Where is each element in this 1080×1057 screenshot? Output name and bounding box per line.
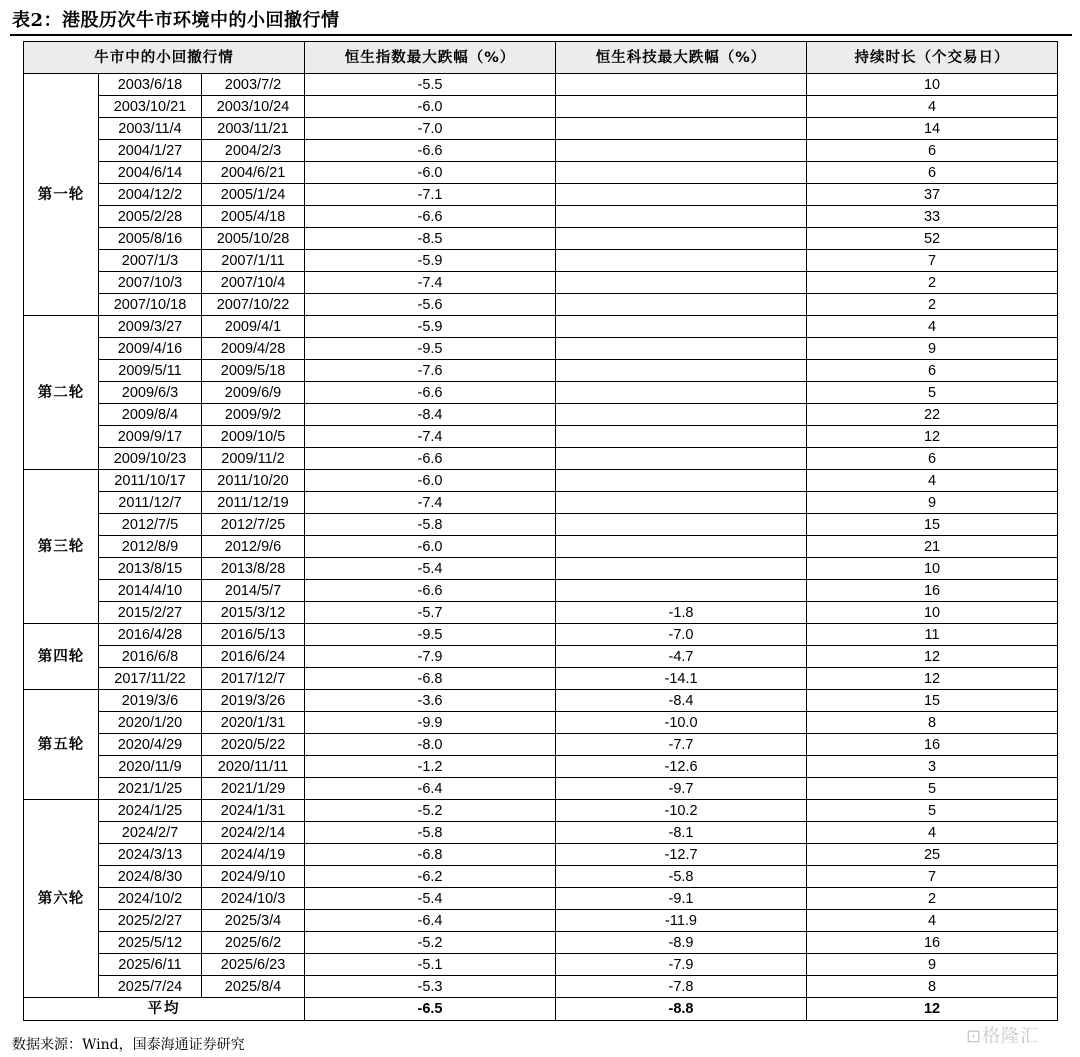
hstech-drop-cell	[556, 184, 807, 206]
table-row	[24, 360, 1058, 382]
table-row	[24, 96, 1058, 118]
end-date-cell: 2009/11/2	[202, 448, 305, 470]
hsi-drop-cell: -7.4	[305, 272, 556, 294]
table-row	[24, 800, 1058, 822]
duration-cell: 12	[807, 646, 1058, 668]
hsi-drop-cell: -6.6	[305, 580, 556, 602]
hsi-drop-cell: -6.0	[305, 470, 556, 492]
duration-cell: 15	[807, 690, 1058, 712]
hstech-drop-cell	[556, 382, 807, 404]
start-date-cell: 2019/3/6	[99, 690, 202, 712]
table-row	[24, 470, 1058, 492]
duration-cell: 25	[807, 844, 1058, 866]
end-date-cell: 2011/12/19	[202, 492, 305, 514]
header-hsi: 恒生指数最大跌幅（%）	[305, 42, 556, 74]
hsi-drop-cell: -6.4	[305, 910, 556, 932]
hstech-drop-cell: -8.9	[556, 932, 807, 954]
hstech-drop-cell	[556, 338, 807, 360]
start-date-cell: 2024/1/25	[99, 800, 202, 822]
header-row	[24, 42, 1058, 74]
hsi-drop-cell: -7.9	[305, 646, 556, 668]
table-row	[24, 734, 1058, 756]
table-row	[24, 228, 1058, 250]
start-date-cell: 2024/3/13	[99, 844, 202, 866]
duration-cell: 12	[807, 426, 1058, 448]
duration-cell: 7	[807, 250, 1058, 272]
end-date-cell: 2016/5/13	[202, 624, 305, 646]
end-date-cell: 2019/3/26	[202, 690, 305, 712]
hsi-drop-cell: -6.0	[305, 96, 556, 118]
end-date-cell: 2025/3/4	[202, 910, 305, 932]
end-date-cell: 2009/6/9	[202, 382, 305, 404]
end-date-cell: 2003/7/2	[202, 74, 305, 96]
duration-cell: 2	[807, 272, 1058, 294]
hsi-drop-cell: -6.6	[305, 206, 556, 228]
table-row	[24, 294, 1058, 316]
watermark-logo: ⊡格隆汇	[966, 1026, 1040, 1047]
hstech-drop-cell: -10.0	[556, 712, 807, 734]
hsi-drop-cell: -9.5	[305, 624, 556, 646]
start-date-cell: 2007/10/18	[99, 294, 202, 316]
table-row	[24, 910, 1058, 932]
table-row	[24, 404, 1058, 426]
hstech-drop-cell	[556, 96, 807, 118]
hstech-drop-cell: -9.1	[556, 888, 807, 910]
avg-duration-cell: 12	[807, 998, 1058, 1021]
start-date-cell: 2011/10/17	[99, 470, 202, 492]
hstech-drop-cell	[556, 536, 807, 558]
hsi-drop-cell: -6.6	[305, 140, 556, 162]
start-date-cell: 2007/10/3	[99, 272, 202, 294]
duration-cell: 4	[807, 822, 1058, 844]
duration-cell: 5	[807, 382, 1058, 404]
duration-cell: 6	[807, 360, 1058, 382]
hsi-drop-cell: -9.5	[305, 338, 556, 360]
end-date-cell: 2020/11/11	[202, 756, 305, 778]
hstech-drop-cell	[556, 250, 807, 272]
table-row	[24, 778, 1058, 800]
start-date-cell: 2024/10/2	[99, 888, 202, 910]
duration-cell: 14	[807, 118, 1058, 140]
start-date-cell: 2024/2/7	[99, 822, 202, 844]
average-row	[24, 998, 1058, 1021]
hstech-drop-cell: -11.9	[556, 910, 807, 932]
duration-cell: 16	[807, 580, 1058, 602]
header-duration: 持续时长（个交易日）	[807, 42, 1058, 74]
table-row	[24, 272, 1058, 294]
end-date-cell: 2009/10/5	[202, 426, 305, 448]
hsi-drop-cell: -6.2	[305, 866, 556, 888]
table-row	[24, 74, 1058, 96]
end-date-cell: 2025/8/4	[202, 976, 305, 998]
hstech-drop-cell	[556, 514, 807, 536]
table-row	[24, 844, 1058, 866]
start-date-cell: 2011/12/7	[99, 492, 202, 514]
hstech-drop-cell: -9.7	[556, 778, 807, 800]
table-row	[24, 602, 1058, 624]
start-date-cell: 2009/10/23	[99, 448, 202, 470]
duration-cell: 8	[807, 712, 1058, 734]
hsi-drop-cell: -6.4	[305, 778, 556, 800]
duration-cell: 5	[807, 778, 1058, 800]
duration-cell: 8	[807, 976, 1058, 998]
hsi-drop-cell: -5.2	[305, 800, 556, 822]
end-date-cell: 2005/4/18	[202, 206, 305, 228]
start-date-cell: 2009/5/11	[99, 360, 202, 382]
start-date-cell: 2024/8/30	[99, 866, 202, 888]
hsi-drop-cell: -6.6	[305, 448, 556, 470]
round-label: 第二轮	[24, 316, 99, 470]
end-date-cell: 2009/4/1	[202, 316, 305, 338]
hstech-drop-cell	[556, 316, 807, 338]
hsi-drop-cell: -5.6	[305, 294, 556, 316]
table-row	[24, 316, 1058, 338]
end-date-cell: 2005/1/24	[202, 184, 305, 206]
end-date-cell: 2014/5/7	[202, 580, 305, 602]
hsi-drop-cell: -8.4	[305, 404, 556, 426]
hsi-drop-cell: -9.9	[305, 712, 556, 734]
drawdown-table	[23, 41, 1058, 1021]
table-row	[24, 646, 1058, 668]
hsi-drop-cell: -5.1	[305, 954, 556, 976]
duration-cell: 11	[807, 624, 1058, 646]
hstech-drop-cell	[556, 360, 807, 382]
hsi-drop-cell: -5.5	[305, 74, 556, 96]
hsi-drop-cell: -5.4	[305, 888, 556, 910]
start-date-cell: 2012/8/9	[99, 536, 202, 558]
hstech-drop-cell: -1.8	[556, 602, 807, 624]
start-date-cell: 2005/8/16	[99, 228, 202, 250]
start-date-cell: 2015/2/27	[99, 602, 202, 624]
hstech-drop-cell	[556, 404, 807, 426]
table-row	[24, 976, 1058, 998]
hstech-drop-cell	[556, 74, 807, 96]
table-row	[24, 866, 1058, 888]
duration-cell: 9	[807, 954, 1058, 976]
table-row	[24, 580, 1058, 602]
hstech-drop-cell: -7.0	[556, 624, 807, 646]
hstech-drop-cell	[556, 140, 807, 162]
table-row	[24, 756, 1058, 778]
table-title: 表2：港股历次牛市环境中的小回撤行情	[12, 10, 340, 31]
end-date-cell: 2025/6/2	[202, 932, 305, 954]
end-date-cell: 2009/9/2	[202, 404, 305, 426]
hstech-drop-cell	[556, 272, 807, 294]
start-date-cell: 2025/6/11	[99, 954, 202, 976]
hstech-drop-cell	[556, 558, 807, 580]
table-row	[24, 932, 1058, 954]
start-date-cell: 2020/11/9	[99, 756, 202, 778]
table-row	[24, 536, 1058, 558]
duration-cell: 15	[807, 514, 1058, 536]
hstech-drop-cell: -7.8	[556, 976, 807, 998]
hsi-drop-cell: -7.6	[305, 360, 556, 382]
start-date-cell: 2009/4/16	[99, 338, 202, 360]
end-date-cell: 2015/3/12	[202, 602, 305, 624]
end-date-cell: 2009/4/28	[202, 338, 305, 360]
end-date-cell: 2024/9/10	[202, 866, 305, 888]
avg-label-cell: 平均	[24, 998, 305, 1021]
table-row	[24, 668, 1058, 690]
round-label: 第三轮	[24, 470, 99, 624]
hstech-drop-cell	[556, 448, 807, 470]
hsi-drop-cell: -7.4	[305, 426, 556, 448]
duration-cell: 16	[807, 734, 1058, 756]
end-date-cell: 2024/1/31	[202, 800, 305, 822]
hsi-drop-cell: -6.8	[305, 668, 556, 690]
duration-cell: 10	[807, 74, 1058, 96]
duration-cell: 33	[807, 206, 1058, 228]
start-date-cell: 2009/6/3	[99, 382, 202, 404]
hstech-drop-cell: -8.1	[556, 822, 807, 844]
start-date-cell: 2003/10/21	[99, 96, 202, 118]
table-body	[24, 74, 1058, 1021]
duration-cell: 9	[807, 492, 1058, 514]
start-date-cell: 2016/6/8	[99, 646, 202, 668]
start-date-cell: 2009/9/17	[99, 426, 202, 448]
start-date-cell: 2025/2/27	[99, 910, 202, 932]
start-date-cell: 2017/11/22	[99, 668, 202, 690]
start-date-cell: 2016/4/28	[99, 624, 202, 646]
hstech-drop-cell: -10.2	[556, 800, 807, 822]
end-date-cell: 2012/7/25	[202, 514, 305, 536]
duration-cell: 10	[807, 558, 1058, 580]
table-row	[24, 712, 1058, 734]
start-date-cell: 2003/11/4	[99, 118, 202, 140]
hsi-drop-cell: -3.6	[305, 690, 556, 712]
duration-cell: 4	[807, 910, 1058, 932]
table-row	[24, 954, 1058, 976]
hstech-drop-cell: -14.1	[556, 668, 807, 690]
round-label: 第六轮	[24, 800, 99, 998]
end-date-cell: 2024/10/3	[202, 888, 305, 910]
start-date-cell: 2025/5/12	[99, 932, 202, 954]
hsi-drop-cell: -7.1	[305, 184, 556, 206]
hstech-drop-cell	[556, 206, 807, 228]
hstech-drop-cell	[556, 580, 807, 602]
title-rule	[10, 34, 1072, 36]
end-date-cell: 2003/10/24	[202, 96, 305, 118]
hstech-drop-cell	[556, 228, 807, 250]
end-date-cell: 2005/10/28	[202, 228, 305, 250]
duration-cell: 6	[807, 448, 1058, 470]
hsi-drop-cell: -5.9	[305, 250, 556, 272]
table-row	[24, 624, 1058, 646]
round-label: 第一轮	[24, 74, 99, 316]
start-date-cell: 2014/4/10	[99, 580, 202, 602]
start-date-cell: 2004/6/14	[99, 162, 202, 184]
hsi-drop-cell: -6.0	[305, 536, 556, 558]
duration-cell: 12	[807, 668, 1058, 690]
hstech-drop-cell	[556, 118, 807, 140]
end-date-cell: 2024/2/14	[202, 822, 305, 844]
duration-cell: 37	[807, 184, 1058, 206]
table-row	[24, 184, 1058, 206]
table-row	[24, 162, 1058, 184]
hstech-drop-cell: -12.6	[556, 756, 807, 778]
table-row	[24, 514, 1058, 536]
hsi-drop-cell: -5.9	[305, 316, 556, 338]
table-row	[24, 822, 1058, 844]
table-row	[24, 426, 1058, 448]
start-date-cell: 2005/2/28	[99, 206, 202, 228]
start-date-cell: 2004/1/27	[99, 140, 202, 162]
start-date-cell: 2013/8/15	[99, 558, 202, 580]
table-row	[24, 118, 1058, 140]
hsi-drop-cell: -5.4	[305, 558, 556, 580]
end-date-cell: 2021/1/29	[202, 778, 305, 800]
duration-cell: 6	[807, 162, 1058, 184]
hsi-drop-cell: -5.3	[305, 976, 556, 998]
hsi-drop-cell: -8.5	[305, 228, 556, 250]
hsi-drop-cell: -6.6	[305, 382, 556, 404]
table-row	[24, 558, 1058, 580]
hstech-drop-cell: -7.7	[556, 734, 807, 756]
start-date-cell: 2021/1/25	[99, 778, 202, 800]
duration-cell: 9	[807, 338, 1058, 360]
start-date-cell: 2004/12/2	[99, 184, 202, 206]
duration-cell: 22	[807, 404, 1058, 426]
table-row	[24, 448, 1058, 470]
hstech-drop-cell: -4.7	[556, 646, 807, 668]
duration-cell: 16	[807, 932, 1058, 954]
table-row	[24, 492, 1058, 514]
end-date-cell: 2007/1/11	[202, 250, 305, 272]
duration-cell: 10	[807, 602, 1058, 624]
table-row	[24, 206, 1058, 228]
end-date-cell: 2020/5/22	[202, 734, 305, 756]
end-date-cell: 2004/2/3	[202, 140, 305, 162]
hstech-drop-cell	[556, 426, 807, 448]
hsi-drop-cell: -6.0	[305, 162, 556, 184]
start-date-cell: 2003/6/18	[99, 74, 202, 96]
table-row	[24, 250, 1058, 272]
hstech-drop-cell: -5.8	[556, 866, 807, 888]
end-date-cell: 2020/1/31	[202, 712, 305, 734]
table-row	[24, 140, 1058, 162]
end-date-cell: 2012/9/6	[202, 536, 305, 558]
start-date-cell: 2009/8/4	[99, 404, 202, 426]
duration-cell: 4	[807, 316, 1058, 338]
hstech-drop-cell: -7.9	[556, 954, 807, 976]
duration-cell: 4	[807, 96, 1058, 118]
header-hstech: 恒生科技最大跌幅（%）	[556, 42, 807, 74]
source-note: 数据来源：Wind，国泰海通证券研究	[12, 1037, 245, 1053]
round-label: 第四轮	[24, 624, 99, 690]
end-date-cell: 2007/10/4	[202, 272, 305, 294]
hsi-drop-cell: -7.0	[305, 118, 556, 140]
hsi-drop-cell: -1.2	[305, 756, 556, 778]
end-date-cell: 2013/8/28	[202, 558, 305, 580]
end-date-cell: 2007/10/22	[202, 294, 305, 316]
start-date-cell: 2020/1/20	[99, 712, 202, 734]
duration-cell: 21	[807, 536, 1058, 558]
avg-hsi-cell: -6.5	[305, 998, 556, 1021]
start-date-cell: 2007/1/3	[99, 250, 202, 272]
hstech-drop-cell: -12.7	[556, 844, 807, 866]
start-date-cell: 2009/3/27	[99, 316, 202, 338]
duration-cell: 7	[807, 866, 1058, 888]
hstech-drop-cell	[556, 470, 807, 492]
duration-cell: 2	[807, 888, 1058, 910]
hsi-drop-cell: -8.0	[305, 734, 556, 756]
end-date-cell: 2025/6/23	[202, 954, 305, 976]
hsi-drop-cell: -7.4	[305, 492, 556, 514]
end-date-cell: 2003/11/21	[202, 118, 305, 140]
hstech-drop-cell: -8.4	[556, 690, 807, 712]
start-date-cell: 2025/7/24	[99, 976, 202, 998]
avg-hstech-cell: -8.8	[556, 998, 807, 1021]
duration-cell: 6	[807, 140, 1058, 162]
end-date-cell: 2024/4/19	[202, 844, 305, 866]
duration-cell: 2	[807, 294, 1058, 316]
end-date-cell: 2009/5/18	[202, 360, 305, 382]
hstech-drop-cell	[556, 162, 807, 184]
table-row	[24, 338, 1058, 360]
duration-cell: 52	[807, 228, 1058, 250]
table-row	[24, 690, 1058, 712]
hstech-drop-cell	[556, 294, 807, 316]
end-date-cell: 2004/6/21	[202, 162, 305, 184]
round-label: 第五轮	[24, 690, 99, 800]
duration-cell: 5	[807, 800, 1058, 822]
hsi-drop-cell: -6.8	[305, 844, 556, 866]
hsi-drop-cell: -5.8	[305, 514, 556, 536]
header-period: 牛市中的小回撤行情	[24, 42, 305, 74]
end-date-cell: 2011/10/20	[202, 470, 305, 492]
hsi-drop-cell: -5.7	[305, 602, 556, 624]
start-date-cell: 2020/4/29	[99, 734, 202, 756]
hsi-drop-cell: -5.2	[305, 932, 556, 954]
hstech-drop-cell	[556, 492, 807, 514]
end-date-cell: 2016/6/24	[202, 646, 305, 668]
start-date-cell: 2012/7/5	[99, 514, 202, 536]
table-row	[24, 382, 1058, 404]
hsi-drop-cell: -5.8	[305, 822, 556, 844]
duration-cell: 3	[807, 756, 1058, 778]
end-date-cell: 2017/12/7	[202, 668, 305, 690]
duration-cell: 4	[807, 470, 1058, 492]
table-row	[24, 888, 1058, 910]
